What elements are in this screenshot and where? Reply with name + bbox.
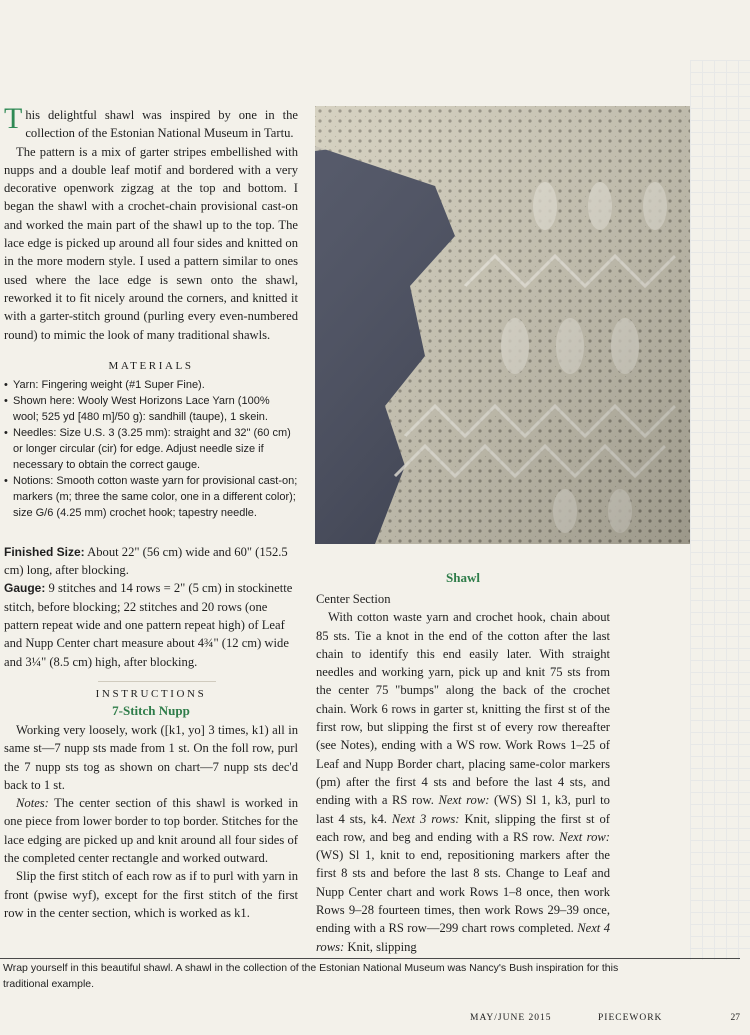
- gauge-label: Gauge:: [4, 581, 46, 596]
- shawl-step: (WS) Sl 1, knit to end, repositioning markers after the first 8 sts and before the last 8 sts. Change to Leaf and Nupp Center chart and work Rows 1–8 once, then work Rows 9–28 fourteen times, then work Rows 29–39 once, ending with a RS row—299 chart rows completed.: [316, 848, 610, 936]
- nupp-heading: 7-Stitch Nupp: [112, 702, 190, 718]
- shawl-para: With cotton waste yarn and crochet hook, chain about 85 sts. Tie a knot in the end of the cotton after the last chain to identify this end easily later. With straight needles and working yarn, pick up and knit 75 sts from the center 75 "bumps" along the back of the crochet chain. Work 6 rows in garter st, knitting the first st of the first row, but slipping the first st of every row thereafter (see Notes), ending with a WS row. Work Rows 1–25 of Leaf and Nupp Border chart, placing same-color markers (pm) after the first 4 sts and before the last 4 sts, and ending with a RS row.: [316, 610, 610, 808]
- materials-heading: MATERIALS: [108, 359, 194, 372]
- next-row-label: Next row:: [438, 793, 490, 808]
- page-background-grid: [690, 60, 750, 960]
- finished-size-label: Finished Size:: [4, 544, 85, 559]
- materials-item: • Notions: Smooth cotton waste yarn for provisional cast-on; markers (m; three the same color, one in a different color); size G/6 (4.25 mm) crochet hook; tapestry needle.: [4, 473, 298, 521]
- right-column: [316, 570, 610, 956]
- shawl-body: [316, 590, 610, 956]
- photo-caption: [0, 958, 740, 992]
- page-number: 27: [730, 1013, 740, 1023]
- notes-label: Notes:: [16, 796, 49, 811]
- notes-paragraph: [4, 794, 298, 867]
- lace-shawl-photo-icon: [315, 106, 690, 544]
- gauge-text: 9 stitches and 14 rows = 2" (5 cm) in stockinette stitch, before blocking; 22 stitches and 20 rows (one pattern repeat wide and one pattern repeat high) of Leaf and Nupp Center chart measure about 4¾" (12 cm) wide and 3¼" (8.5 cm) high, after blocking.: [4, 581, 293, 669]
- caption-line: Wrap yourself in this beautiful shawl. A shawl in the collection of the Estonian National Museum was Nancy's Bush inspiration for this: [3, 962, 619, 974]
- shawl-step: Knit, slipping: [347, 939, 417, 954]
- shawl-heading: Shawl: [446, 570, 480, 585]
- gauge: [4, 579, 298, 670]
- next-3-rows-label: Next 3 rows:: [391, 811, 460, 826]
- materials-list: [4, 377, 298, 521]
- materials-item: • Shown here: Wooly West Horizons Lace Yarn (100% wool; 525 yd [480 m]/50 g): sandhill (taupe), 1 skein.: [4, 393, 298, 425]
- instructions-heading: INSTRUCTIONS: [95, 687, 207, 700]
- center-section-text: [316, 608, 610, 956]
- intro-section: [4, 102, 298, 344]
- finished-size-text: About 22" (56 cm) wide and 60" (152.5 cm) long, after blocking.: [4, 544, 288, 578]
- drop-cap: T: [4, 102, 23, 135]
- shawl-step: (WS) Sl 1, k3, purl to last 4 sts, k4.: [316, 793, 610, 826]
- intro-first-text: his delightful shawl was inspired by one in the collection of the Estonian National Museum in Tartu.: [25, 108, 298, 141]
- notes-text: The center section of this shawl is worked in one piece from lower border to top border. Stitches for the lace edging are picked up and knit around all four sides of the completed center rectangle and worked outward.: [4, 796, 298, 866]
- next-4-rows-label: Next 4 rows:: [316, 921, 610, 954]
- materials-item: • Needles: Size U.S. 3 (3.25 mm): straight and 32" (60 cm) or longer circular (cir) for edge. Adjust needle size if necessary to obtain the correct gauge.: [4, 425, 298, 473]
- magazine-name: PIECEWORK: [598, 1013, 663, 1023]
- shawl-step: Knit, slipping the first st of each row, and beg and ending with a RS row.: [316, 811, 610, 844]
- nupp-text: Working very loosely, work ([k1, yo] 3 times, k1) all in same st—7 nupp sts made from 1 st. On the foll row, purl the 7 nupp sts tog as shown on chart—7 nupp sts dec'd back to 1 st.: [4, 722, 298, 792]
- instructions-rule: [98, 681, 216, 682]
- center-section-subheading: Center Section: [316, 592, 391, 606]
- shawl-photo: [315, 106, 690, 544]
- materials-item: • Yarn: Fingering weight (#1 Super Fine).: [4, 377, 298, 393]
- finished-size: [4, 543, 298, 580]
- instructions-body: [4, 721, 298, 922]
- intro-body: The pattern is a mix of garter stripes embellished with nupps and a double leaf motif and bordered with a very decorative openwork zigzag at the top and bottom. I began the shawl with a crochet-chain provisional cast-on and worked the main part of the shawl up to the top. The lace edge is picked up around all four sides and knitted on in the more modern style. I used a pattern similar to ones used where the lace edge is sewn onto the shawl, reworked it to fit nicely around the corners, and knitted it with a garter-stitch ground (purling every even-numbered round) to mimic the look of many traditional shawls.: [4, 144, 298, 342]
- slip-text: Slip the first stitch of each row as if to purl with yarn in front (pwise wyf), except for the first stitch of the first row in the center section, which is worked as k1.: [4, 869, 298, 920]
- next-row-label: Next row:: [559, 829, 610, 844]
- caption-line: traditional example.: [3, 977, 95, 990]
- issue-date: MAY/JUNE 2015: [470, 1013, 552, 1023]
- left-column: [4, 102, 298, 922]
- intro-first-paragraph: [4, 102, 298, 143]
